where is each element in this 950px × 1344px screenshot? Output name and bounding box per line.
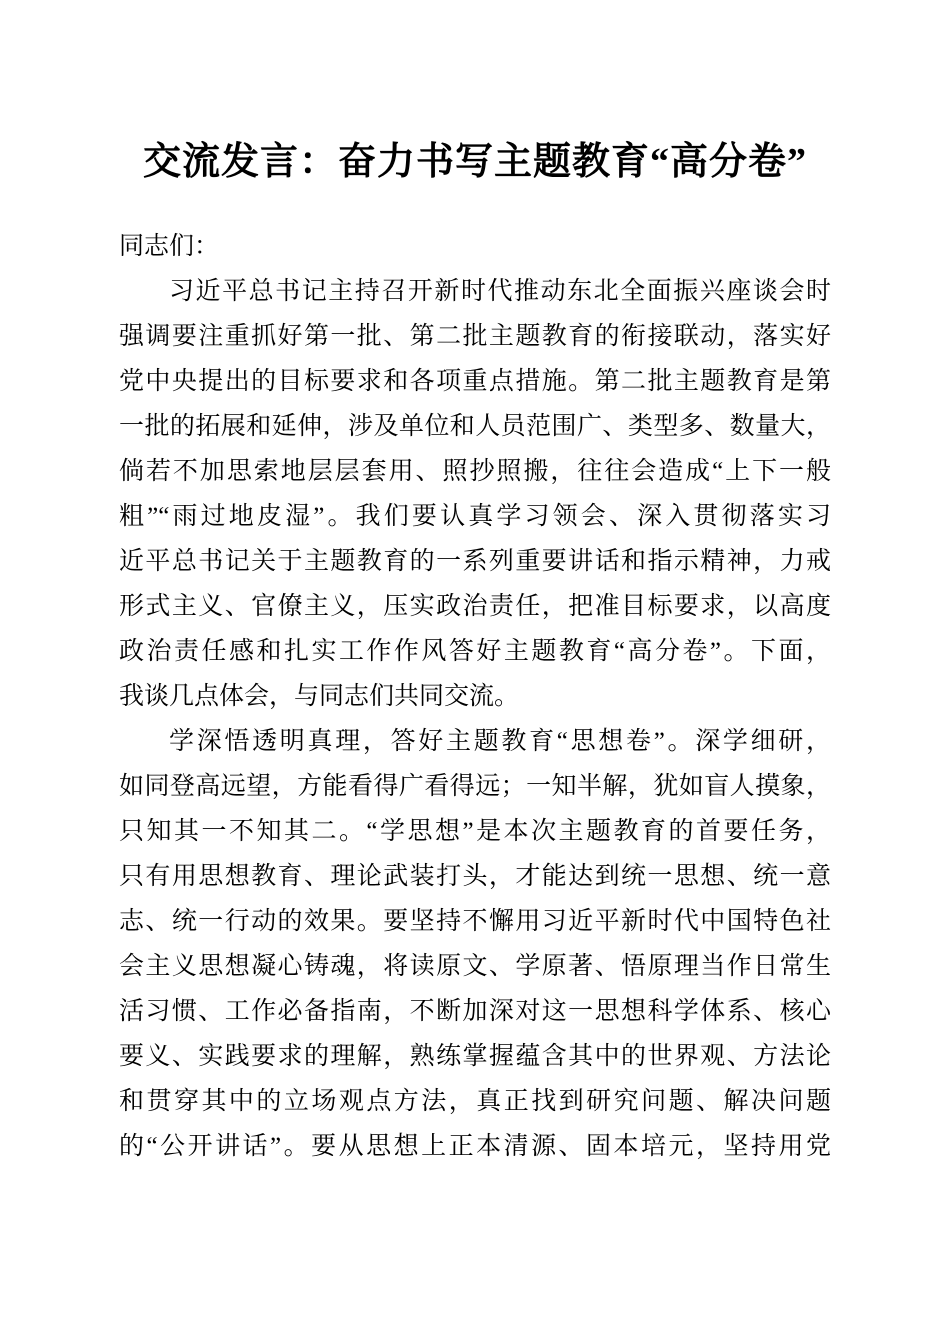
text-line: 只知其一不知其二。“学思想”是本次主题教育的首要任务，: [119, 818, 831, 845]
text-line: 我谈几点体会，与同志们共同交流。: [119, 683, 520, 710]
text-line: 形式主义、官僚主义，压实政治责任，把准目标要求，以高度: [119, 593, 831, 620]
document-title: 交流发言：奋力书写主题教育“高分卷”: [142, 141, 807, 183]
text-line: 习近平总书记主持召开新时代推动东北全面振兴座谈会时: [169, 278, 831, 305]
text-line: 倘若不加思索地层层套用、照抄照搬，往往会造成“上下一般: [119, 458, 831, 485]
text-line: 活习惯、工作必备指南，不断加深对这一思想科学体系、核心: [119, 998, 831, 1025]
text-line: 如同登高远望，方能看得广看得远；一知半解，犹如盲人摸象，: [119, 773, 831, 800]
text-line: 党中央提出的目标要求和各项重点措施。第二批主题教育是第: [119, 368, 831, 395]
text-line: 志、统一行动的效果。要坚持不懈用习近平新时代中国特色社: [119, 908, 831, 935]
text-line: 会主义思想凝心铸魂，将读原文、学原著、悟原理当作日常生: [119, 953, 831, 980]
text-line: 的“公开讲话”。要从思想上正本清源、固本培元，坚持用党: [119, 1133, 831, 1160]
text-line: 近平总书记关于主题教育的一系列重要讲话和指示精神，力戒: [119, 548, 831, 575]
text-line: 一批的拓展和延伸，涉及单位和人员范围广、类型多、数量大，: [119, 413, 831, 440]
text-line: 粗”“雨过地皮湿”。我们要认真学习领会、深入贯彻落实习: [119, 503, 831, 530]
text-line: 政治责任感和扎实工作作风答好主题教育“高分卷”。下面，: [119, 638, 831, 665]
paragraphs-container: [119, 269, 831, 1169]
text-line: 学深悟透明真理，答好主题教育“思想卷”。深学细研，: [169, 728, 831, 755]
document-body: [119, 224, 831, 1169]
text-line: 只有用思想教育、理论武装打头，才能达到统一思想、统一意: [119, 863, 831, 890]
salutation-line: 同志们：: [119, 233, 220, 260]
text-line: 要义、实践要求的理解，熟练掌握蕴含其中的世界观、方法论: [119, 1043, 831, 1070]
text-line: 和贯穿其中的立场观点方法，真正找到研究问题、解决问题: [119, 1088, 831, 1115]
text-line: 强调要注重抓好第一批、第二批主题教育的衔接联动，落实好: [119, 323, 831, 350]
